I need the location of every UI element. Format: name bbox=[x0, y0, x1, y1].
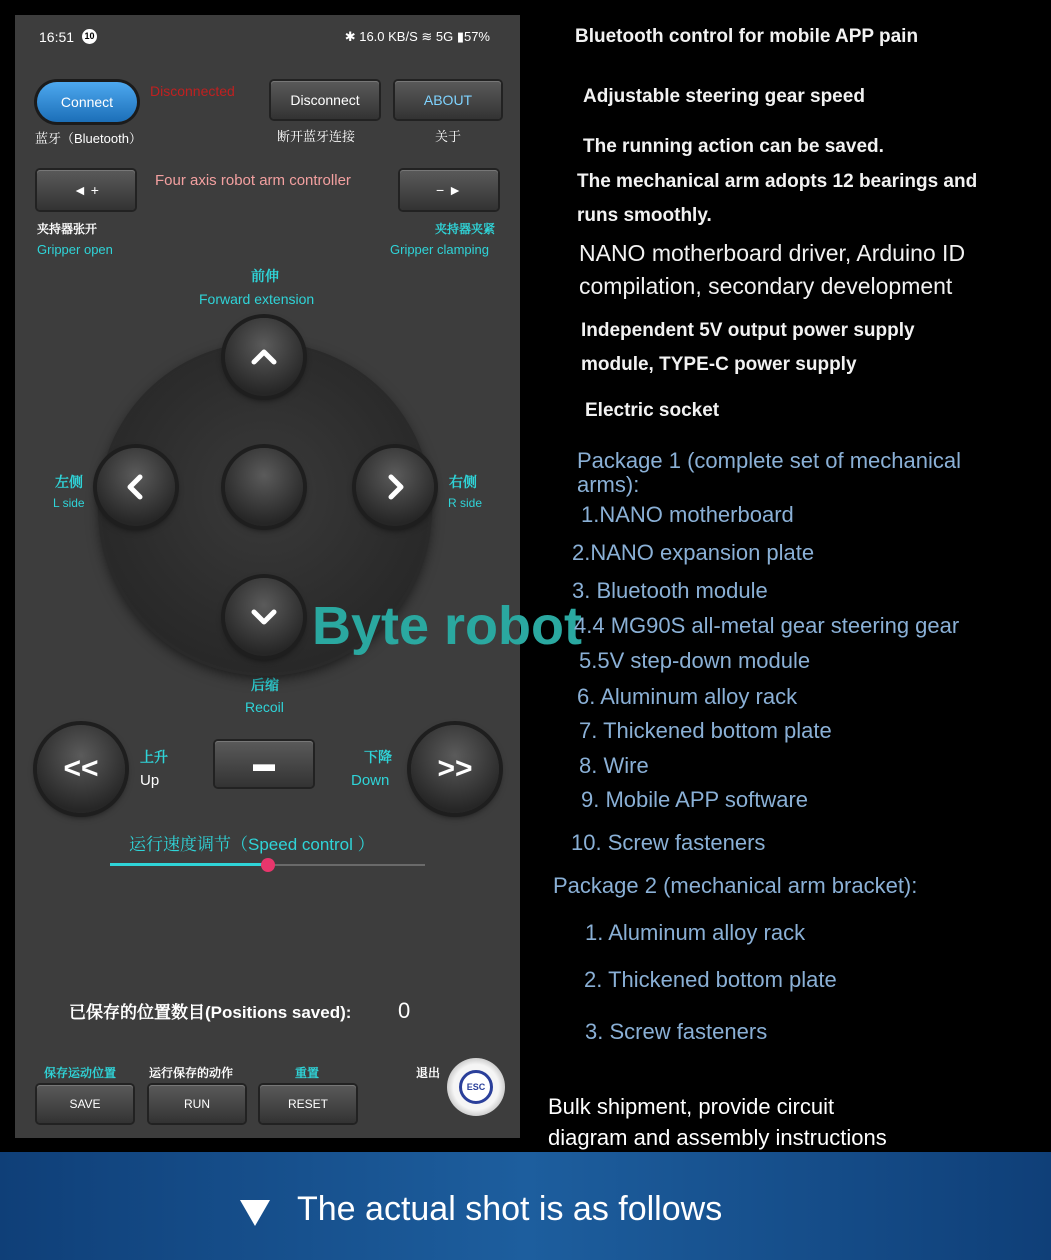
package1-title: Package 1 (complete set of mechanical bbox=[577, 448, 961, 473]
package2-title: Package 2 (mechanical arm bracket): bbox=[553, 873, 918, 898]
chevron-left-icon bbox=[119, 470, 153, 504]
center-button[interactable] bbox=[225, 448, 303, 526]
stop-button[interactable]: ▬ bbox=[215, 741, 313, 787]
feature-line: runs smoothly. bbox=[577, 205, 712, 226]
speed-slider-fill bbox=[110, 863, 268, 866]
run-button[interactable]: RUN bbox=[149, 1085, 245, 1123]
feature-line: Electric socket bbox=[585, 400, 720, 421]
feature-line: module, TYPE-C power supply bbox=[581, 354, 857, 375]
gripper-clamp-en: Gripper clamping bbox=[390, 242, 489, 257]
feature-line: The running action can be saved. bbox=[583, 136, 884, 157]
right-side-en: R side bbox=[448, 496, 483, 510]
package1-item: 7. Thickened bottom plate bbox=[579, 718, 832, 743]
feature-line: Bluetooth control for mobile APP pain bbox=[575, 26, 919, 47]
chevron-down-icon bbox=[247, 600, 281, 634]
package1-item: 1.NANO motherboard bbox=[581, 502, 794, 527]
recoil-cn: 后缩 bbox=[251, 677, 279, 693]
package2-item: 1. Aluminum alloy rack bbox=[585, 920, 806, 945]
gripper-clamp-cn: 夹持器夹紧 bbox=[435, 222, 496, 236]
banner-text: The actual shot is as follows bbox=[297, 1190, 723, 1228]
left-button[interactable] bbox=[97, 448, 175, 526]
phone-app-screen bbox=[15, 15, 520, 1138]
package1-item: 3. Bluetooth module bbox=[572, 578, 768, 603]
connection-status: Disconnected bbox=[150, 83, 235, 99]
speed-label: 运行速度调节（Speed control ） bbox=[129, 835, 375, 854]
disconnect-caption: 断开蓝牙连接 bbox=[277, 129, 356, 144]
positions-saved-count: 0 bbox=[398, 998, 411, 1023]
feature-line: The mechanical arm adopts 12 bearings and bbox=[577, 171, 978, 192]
forward-button[interactable] bbox=[225, 318, 303, 396]
bulk-line: Bulk shipment, provide circuit bbox=[548, 1094, 835, 1119]
feature-line: Independent 5V output power supply bbox=[581, 320, 915, 341]
down-cn: 下降 bbox=[364, 749, 392, 765]
disconnect-button[interactable]: Disconnect bbox=[271, 81, 379, 119]
watermark: Byte robot bbox=[312, 596, 582, 656]
speed-slider-thumb[interactable] bbox=[261, 858, 275, 872]
positions-saved-label: 已保存的位置数目(Positions saved): bbox=[69, 1003, 352, 1022]
package1-title-cont: arms): bbox=[577, 472, 640, 497]
gripper-clamp-button[interactable]: − ► bbox=[400, 170, 498, 210]
save-button[interactable]: SAVE bbox=[37, 1085, 133, 1123]
save-caption: 保存运动位置 bbox=[44, 1066, 117, 1080]
package1-item: 10. Screw fasteners bbox=[571, 830, 766, 855]
left-side-en: L side bbox=[53, 496, 85, 510]
connect-button[interactable]: Connect bbox=[37, 82, 137, 122]
esc-icon: ESC bbox=[459, 1070, 493, 1104]
gripper-open-cn: 夹持器张开 bbox=[37, 222, 98, 236]
right-side-cn: 右侧 bbox=[449, 474, 477, 490]
exit-caption: 退出 bbox=[416, 1066, 441, 1080]
status-time: 16:51 bbox=[39, 29, 75, 45]
chevron-up-icon bbox=[247, 340, 281, 374]
gripper-open-button[interactable]: ◄ + bbox=[37, 170, 135, 210]
notification-badge: 10 bbox=[82, 29, 97, 44]
double-right-icon: >> bbox=[437, 752, 473, 785]
controller-title: Four axis robot arm controller bbox=[155, 172, 351, 189]
up-cn: 上升 bbox=[140, 749, 168, 765]
package1-item: 4.4 MG90S all-metal gear steering gear bbox=[574, 613, 960, 638]
package1-item: 9. Mobile APP software bbox=[581, 787, 809, 812]
forward-cn: 前伸 bbox=[251, 268, 279, 284]
up-en: Up bbox=[140, 772, 160, 789]
down-button[interactable] bbox=[411, 725, 499, 813]
down-en: Down bbox=[351, 772, 390, 789]
forward-en: Forward extension bbox=[199, 291, 315, 307]
feature-line: NANO motherboard driver, Arduino ID bbox=[579, 240, 966, 266]
feature-line: compilation, secondary development bbox=[579, 273, 953, 299]
chevron-right-icon bbox=[378, 470, 412, 504]
package1-item: 2.NANO expansion plate bbox=[572, 540, 815, 565]
down-triangle-icon bbox=[240, 1200, 270, 1226]
package1-item: 6. Aluminum alloy rack bbox=[577, 684, 798, 709]
package1-item: 5.5V step-down module bbox=[579, 648, 811, 673]
package2-item: 3. Screw fasteners bbox=[585, 1019, 768, 1044]
package1-item: 8. Wire bbox=[579, 753, 649, 778]
about-button[interactable]: ABOUT bbox=[395, 81, 501, 119]
bulk-line: diagram and assembly instructions bbox=[548, 1125, 887, 1150]
bottom-banner bbox=[0, 1152, 1051, 1260]
reset-caption: 重置 bbox=[295, 1066, 320, 1080]
feature-line: Adjustable steering gear speed bbox=[583, 86, 865, 107]
run-caption: 运行保存的动作 bbox=[149, 1066, 234, 1080]
left-side-cn: 左侧 bbox=[55, 474, 83, 490]
status-icons: ✱ 16.0 KB/S ≋ 5G ▮57% bbox=[344, 29, 490, 44]
recoil-en: Recoil bbox=[245, 699, 284, 715]
double-left-icon: << bbox=[63, 752, 99, 785]
gripper-open-en: Gripper open bbox=[37, 242, 113, 257]
right-button[interactable] bbox=[356, 448, 434, 526]
esc-button[interactable] bbox=[447, 1058, 505, 1116]
bluetooth-caption: 蓝牙（Bluetooth） bbox=[35, 131, 142, 146]
up-button[interactable] bbox=[37, 725, 125, 813]
package2-item: 2. Thickened bottom plate bbox=[584, 967, 837, 992]
reset-button[interactable]: RESET bbox=[260, 1085, 356, 1123]
about-caption: 关于 bbox=[435, 129, 462, 144]
recoil-button[interactable] bbox=[225, 578, 303, 656]
